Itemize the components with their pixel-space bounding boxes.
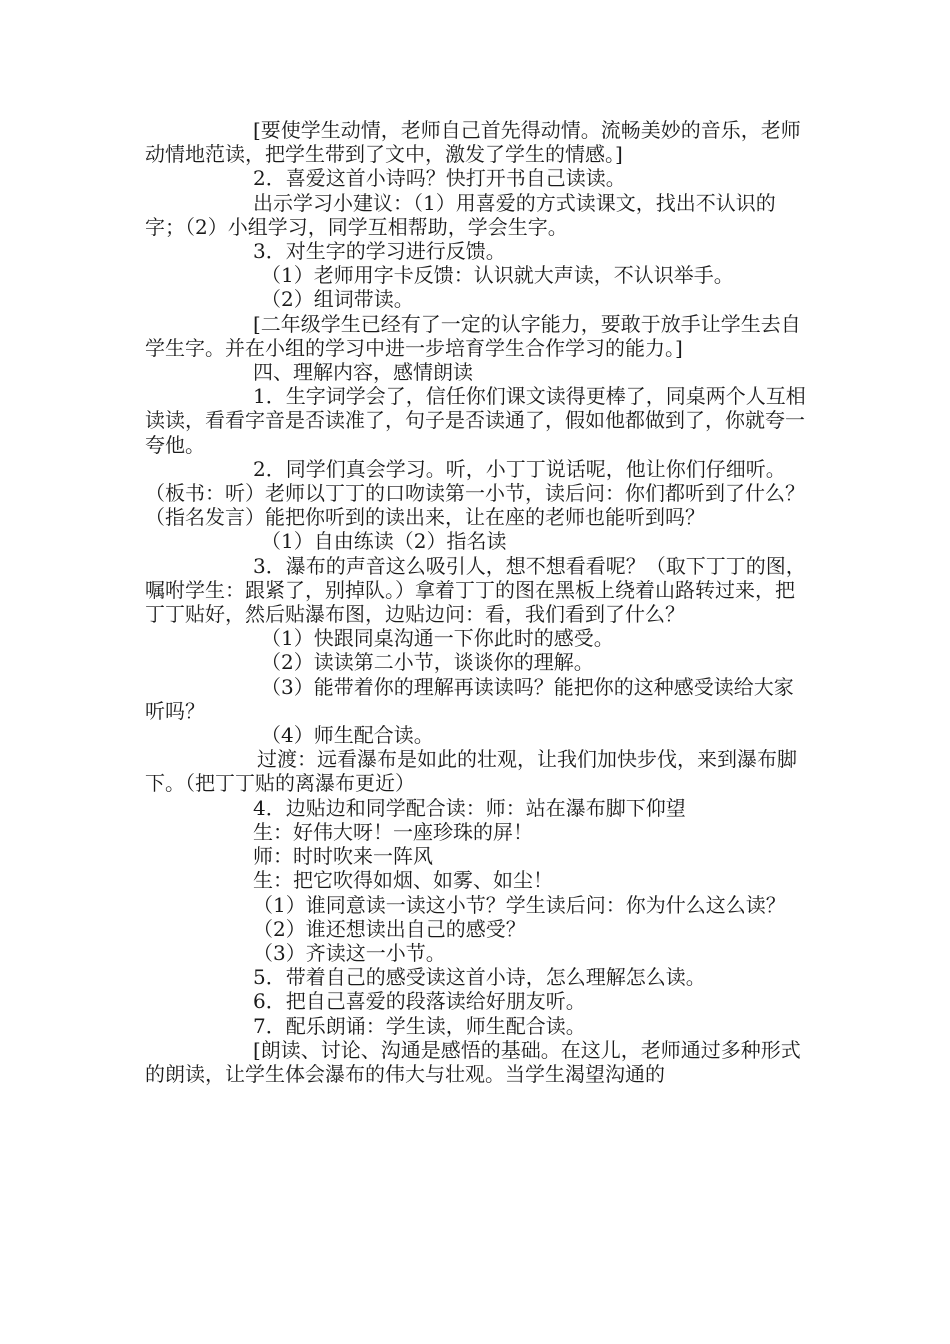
sub-item-paragraph: （3）能带着你的理解再读读吗？能把你的这种感受读给大家听吗？ [145, 674, 794, 723]
sub-item-paragraph: （2）组词带读。 [261, 287, 414, 312]
section-heading: 四、理解内容，感情朗读 [253, 360, 473, 385]
annotation-paragraph-3: [朗读、讨论、沟通是感悟的基础。在这儿，老师通过多种形式的朗读，让学生体会瀑布的伟大与壮观。当学生渴望沟通的 [145, 1037, 801, 1086]
sub-item-paragraph: （3）齐读这一小节。 [253, 940, 446, 965]
step-2b-paragraph: 2．同学们真会学习。听，小丁丁说话呢，他让你们仔细听。（板书：听）老师以丁丁的口吻读第一小节，读后问：你们都听到了什么？（指名发言）能把你听到的读出来，让在座的老师也能听到吗？ [145, 456, 805, 530]
sub-item-paragraph: （2）读读第二小节，谈谈你的理解。 [261, 650, 594, 675]
dialogue-line: 生：把它吹得如烟、如雾、如尘！ [253, 868, 553, 893]
step-3b-paragraph: 3．瀑布的声音这么吸引人，想不想看看呢？（取下丁丁的图，嘱咐学生：跟紧了，别掉队。）拿着丁丁的图在黑板上绕着山路转过来，把丁丁贴好，然后贴瀑布图，边贴边问：看，我们看到了什么？ [145, 553, 806, 627]
sub-item-paragraph: （1）快跟同桌沟通一下你此时的感受。 [261, 626, 614, 651]
step-6-paragraph: 6．把自己喜爱的段落读给好朋友听。 [253, 989, 586, 1014]
annotation-paragraph-1: [要使学生动情，老师自己首先得动情。流畅美妙的音乐，老师动情地范读，把学生带到了文中，激发了学生的情感。] [145, 118, 801, 167]
step-7-paragraph: 7．配乐朗诵：学生读，师生配合读。 [253, 1013, 586, 1038]
step-3-paragraph: 3．对生字的学习进行反馈。 [253, 239, 506, 264]
step-1-paragraph: 1．生字词学会了，信任你们课文读得更棒了，同桌两个人互相读读，看看字音是否读准了，句子是否读通了，假如他都做到了，你就夸一夸他。 [145, 384, 806, 457]
sub-item-paragraph: （2）谁还想读出自己的感受？ [253, 916, 526, 941]
sub-item-paragraph: （1）谁同意读一读这小节？学生读后问：你为什么这么读？ [253, 892, 786, 917]
sub-item-paragraph: （1）自由练读（2）指名读 [261, 529, 507, 554]
dialogue-line: 师：时时吹来一阵风 [253, 844, 433, 869]
step-5-paragraph: 5．带着自己的感受读这首小诗，怎么理解怎么读。 [253, 965, 706, 990]
transition-paragraph: 过渡：远看瀑布是如此的壮观，让我们加快步伐，来到瀑布脚下。（把丁丁贴的离瀑布更近） [145, 747, 797, 796]
annotation-paragraph-2: [二年级学生已经有了一定的认字能力，要敢于放手让学生去自学生字。并在小组的学习中进一步培育学生合作学习的能力。] [145, 311, 801, 360]
study-tips-paragraph: 出示学习小建议：（1）用喜爱的方式读课文，找出不认识的字；（2）小组学习，同学互相帮助，学会生字。 [145, 190, 776, 239]
dialogue-line: 生：好伟大呀！一座珍珠的屏！ [253, 819, 533, 844]
step-4-paragraph: 4．边贴边和同学配合读：师：站在瀑布脚下仰望 [253, 795, 686, 820]
sub-item-paragraph: （4）师生配合读。 [261, 723, 434, 748]
document-body [145, 118, 810, 1086]
sub-item-paragraph: （1）老师用字卡反馈：认识就大声读，不认识举手。 [261, 263, 734, 288]
step-2-paragraph: 2．喜爱这首小诗吗？快打开书自己读读。 [253, 166, 626, 191]
